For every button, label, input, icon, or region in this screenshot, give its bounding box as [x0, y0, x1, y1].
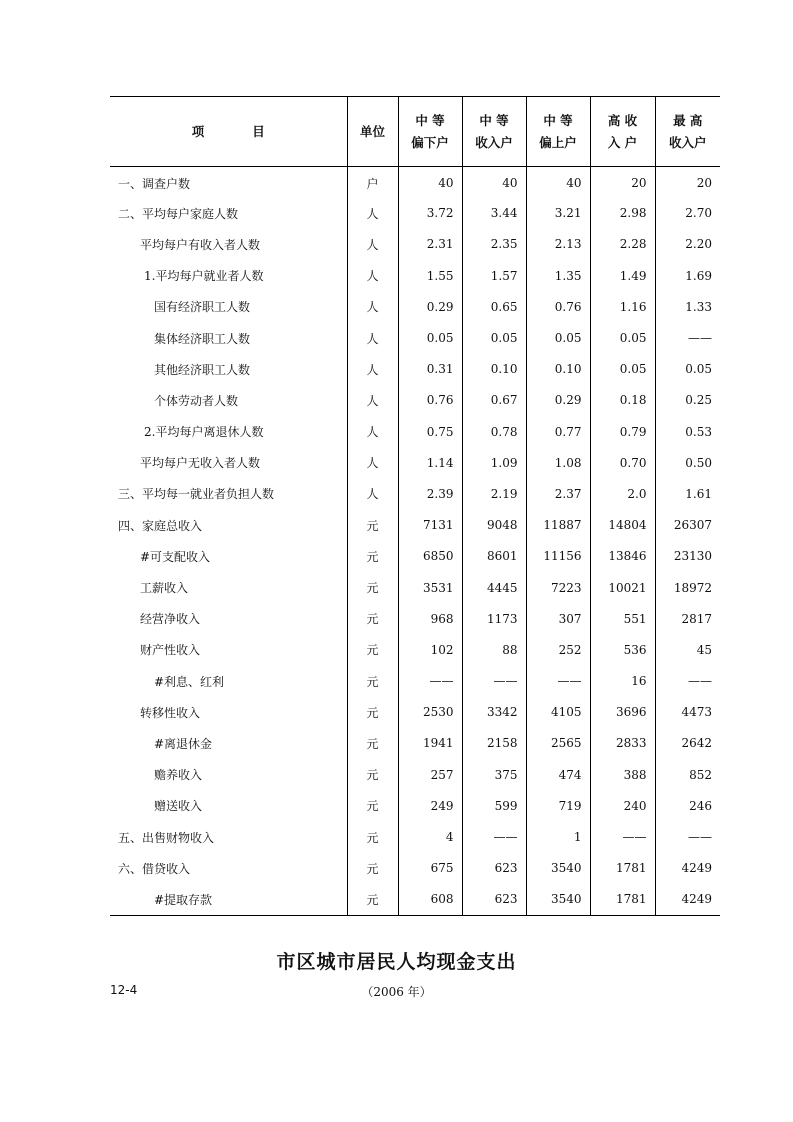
cell-value: 246 — [655, 790, 720, 821]
row-unit: 人 — [347, 260, 398, 291]
row-label: 经营净收入 — [140, 612, 201, 627]
cell-value: 3696 — [590, 697, 655, 728]
row-unit: 人 — [347, 354, 398, 385]
cell-value: 0.29 — [398, 291, 462, 322]
cell-value: —— — [590, 821, 655, 852]
header-col3: 中 等 偏上户 — [526, 97, 590, 167]
cell-value: 13846 — [590, 541, 655, 572]
cell-value: 11887 — [526, 510, 590, 541]
table-row — [110, 603, 720, 634]
row-unit: 人 — [347, 229, 398, 260]
cell-value: 0.76 — [398, 385, 462, 416]
table-row — [110, 634, 720, 665]
table-code: 12-4 — [110, 983, 138, 997]
cell-value: —— — [462, 666, 526, 697]
table-row — [110, 229, 720, 260]
cell-value: —— — [655, 322, 720, 353]
table-row — [110, 354, 720, 385]
cell-value: 4249 — [655, 853, 720, 884]
cell-value: 608 — [398, 884, 462, 915]
cell-value: 0.29 — [526, 385, 590, 416]
cell-value: 1.14 — [398, 447, 462, 478]
cell-value: 2158 — [462, 728, 526, 759]
row-label: 2.平均每户离退休人数 — [144, 425, 264, 440]
cell-value: 2.28 — [590, 229, 655, 260]
cell-value: 1781 — [590, 884, 655, 915]
cell-value: 2.37 — [526, 478, 590, 509]
table-row — [110, 697, 720, 728]
cell-value: 3342 — [462, 697, 526, 728]
cell-value: 4249 — [655, 884, 720, 915]
cell-value: 2565 — [526, 728, 590, 759]
row-label: 工薪收入 — [140, 581, 189, 596]
row-unit: 元 — [347, 572, 398, 603]
row-label: 赠送收入 — [154, 799, 203, 814]
table-row — [110, 728, 720, 759]
row-unit: 户 — [347, 167, 398, 198]
cell-value: 852 — [655, 759, 720, 790]
cell-value: 1.09 — [462, 447, 526, 478]
cell-value: 2.35 — [462, 229, 526, 260]
page-title: 市区城市居民人均现金支出 — [276, 951, 517, 973]
cell-value: 719 — [526, 790, 590, 821]
cell-value: 0.78 — [462, 416, 526, 447]
row-unit: 人 — [347, 447, 398, 478]
cell-value: 1.55 — [398, 260, 462, 291]
cell-value: 1.69 — [655, 260, 720, 291]
row-unit: 元 — [347, 728, 398, 759]
cell-value: 1 — [526, 821, 590, 852]
table-row — [110, 198, 720, 229]
cell-value: 3.72 — [398, 198, 462, 229]
cell-value: 0.70 — [590, 447, 655, 478]
table-row — [110, 572, 720, 603]
cell-value: 0.05 — [655, 354, 720, 385]
cell-value: 40 — [462, 167, 526, 198]
row-label: 转移性收入 — [140, 705, 201, 720]
cell-value: 3540 — [526, 853, 590, 884]
cell-value: —— — [526, 666, 590, 697]
cell-value: 1.35 — [526, 260, 590, 291]
row-unit: 人 — [347, 385, 398, 416]
cell-value: 0.79 — [590, 416, 655, 447]
cell-value: 0.77 — [526, 416, 590, 447]
cell-value: 4473 — [655, 697, 720, 728]
row-label: #可支配收入 — [140, 549, 211, 564]
cell-value: 1781 — [590, 853, 655, 884]
table-row — [110, 385, 720, 416]
cell-value: 45 — [655, 634, 720, 665]
cell-value: —— — [655, 821, 720, 852]
row-label: 1.平均每户就业者人数 — [144, 269, 264, 284]
cell-value: 252 — [526, 634, 590, 665]
table-row — [110, 884, 720, 915]
statistics-table — [110, 96, 720, 916]
cell-value: 1.33 — [655, 291, 720, 322]
table-row — [110, 322, 720, 353]
cell-value: 10021 — [590, 572, 655, 603]
cell-value: 2.98 — [590, 198, 655, 229]
cell-value: 2.70 — [655, 198, 720, 229]
row-unit: 元 — [347, 697, 398, 728]
cell-value: 0.10 — [526, 354, 590, 385]
cell-value: 0.05 — [526, 322, 590, 353]
table-row — [110, 541, 720, 572]
cell-value: 623 — [462, 853, 526, 884]
row-unit: 元 — [347, 884, 398, 915]
cell-value: 4105 — [526, 697, 590, 728]
row-unit: 人 — [347, 322, 398, 353]
header-item: 项 目 — [110, 97, 347, 167]
cell-value: —— — [655, 666, 720, 697]
cell-value: 0.31 — [398, 354, 462, 385]
row-unit: 元 — [347, 510, 398, 541]
cell-value: 16 — [590, 666, 655, 697]
cell-value: 4 — [398, 821, 462, 852]
row-label: 一、调查户数 — [118, 176, 191, 191]
cell-value: 599 — [462, 790, 526, 821]
cell-value: 2.20 — [655, 229, 720, 260]
cell-value: 0.05 — [590, 354, 655, 385]
cell-value: 0.75 — [398, 416, 462, 447]
cell-value: 1.57 — [462, 260, 526, 291]
table-row — [110, 853, 720, 884]
header-unit: 单位 — [347, 97, 398, 167]
cell-value: 0.18 — [590, 385, 655, 416]
row-unit: 元 — [347, 541, 398, 572]
header-col1: 中 等 偏下户 — [398, 97, 462, 167]
row-unit: 人 — [347, 198, 398, 229]
cell-value: 20 — [590, 167, 655, 198]
cell-value: 1.61 — [655, 478, 720, 509]
table-body — [110, 167, 720, 916]
cell-value: 0.25 — [655, 385, 720, 416]
cell-value: 2.31 — [398, 229, 462, 260]
cell-value: 536 — [590, 634, 655, 665]
table-row — [110, 821, 720, 852]
cell-value: 3531 — [398, 572, 462, 603]
cell-value: 0.05 — [462, 322, 526, 353]
cell-value: 1.16 — [590, 291, 655, 322]
row-unit: 人 — [347, 416, 398, 447]
table-row — [110, 260, 720, 291]
row-unit: 元 — [347, 666, 398, 697]
cell-value: 8601 — [462, 541, 526, 572]
row-label: 五、出售财物收入 — [118, 830, 215, 845]
cell-value: 2817 — [655, 603, 720, 634]
cell-value: 2.39 — [398, 478, 462, 509]
table-row — [110, 478, 720, 509]
cell-value: 9048 — [462, 510, 526, 541]
cell-value: 2.13 — [526, 229, 590, 260]
cell-value: 3.21 — [526, 198, 590, 229]
table-row — [110, 291, 720, 322]
row-label: 六、借贷收入 — [118, 861, 191, 876]
cell-value: 388 — [590, 759, 655, 790]
row-label: #利息、红利 — [154, 674, 225, 689]
cell-value: 40 — [526, 167, 590, 198]
cell-value: 26307 — [655, 510, 720, 541]
row-unit: 元 — [347, 853, 398, 884]
cell-value: 0.10 — [462, 354, 526, 385]
cell-value: 1173 — [462, 603, 526, 634]
cell-value: —— — [462, 821, 526, 852]
table-row — [110, 416, 720, 447]
row-label: #离退休金 — [154, 736, 213, 751]
cell-value: 968 — [398, 603, 462, 634]
cell-value: 1.08 — [526, 447, 590, 478]
year-note: （2006 年） — [361, 985, 432, 999]
table-row — [110, 167, 720, 198]
cell-value: 18972 — [655, 572, 720, 603]
cell-value: 0.65 — [462, 291, 526, 322]
row-unit: 元 — [347, 603, 398, 634]
row-label: #提取存款 — [110, 884, 347, 915]
row-label: 其他经济职工人数 — [154, 362, 251, 377]
row-unit: 人 — [347, 478, 398, 509]
cell-value: 0.05 — [590, 322, 655, 353]
header-col2: 中 等 收入户 — [462, 97, 526, 167]
cell-value: 375 — [462, 759, 526, 790]
cell-value: 88 — [462, 634, 526, 665]
cell-value: 0.53 — [655, 416, 720, 447]
row-label: 平均每户无收入者人数 — [140, 456, 261, 471]
table-header-row — [110, 97, 720, 167]
row-unit: 元 — [347, 790, 398, 821]
table-row — [110, 447, 720, 478]
row-unit: 元 — [347, 821, 398, 852]
row-label: 国有经济职工人数 — [154, 300, 251, 315]
table-row — [110, 510, 720, 541]
cell-value: 11156 — [526, 541, 590, 572]
cell-value: 1.49 — [590, 260, 655, 291]
cell-value: 3.44 — [462, 198, 526, 229]
row-label: 个体劳动者人数 — [154, 393, 239, 408]
cell-value: 0.67 — [462, 385, 526, 416]
cell-value: 2.0 — [590, 478, 655, 509]
row-label: 财产性收入 — [140, 643, 201, 658]
row-label: 平均每户有收入者人数 — [140, 237, 261, 252]
cell-value: 4445 — [462, 572, 526, 603]
cell-value: 40 — [398, 167, 462, 198]
cell-value: 0.50 — [655, 447, 720, 478]
cell-value: 102 — [398, 634, 462, 665]
header-col5: 最 高 收入户 — [655, 97, 720, 167]
cell-value: 474 — [526, 759, 590, 790]
row-label: 三、平均每一就业者负担人数 — [118, 487, 275, 502]
header-col4: 高 收 入 户 — [590, 97, 655, 167]
cell-value: 14804 — [590, 510, 655, 541]
cell-value: 2833 — [590, 728, 655, 759]
row-unit: 元 — [347, 759, 398, 790]
cell-value: 0.05 — [398, 322, 462, 353]
cell-value: 3540 — [526, 884, 590, 915]
cell-value: 240 — [590, 790, 655, 821]
row-unit: 人 — [347, 291, 398, 322]
row-label: 赡养收入 — [154, 768, 203, 783]
cell-value: 0.76 — [526, 291, 590, 322]
cell-value: 7223 — [526, 572, 590, 603]
cell-value: 623 — [462, 884, 526, 915]
cell-value: 257 — [398, 759, 462, 790]
row-unit: 元 — [347, 634, 398, 665]
cell-value: 6850 — [398, 541, 462, 572]
row-label: 四、家庭总收入 — [118, 518, 203, 533]
cell-value: —— — [398, 666, 462, 697]
cell-value: 2530 — [398, 697, 462, 728]
cell-value: 20 — [655, 167, 720, 198]
table-row — [110, 666, 720, 697]
table-row — [110, 790, 720, 821]
cell-value: 1941 — [398, 728, 462, 759]
row-label: 二、平均每户家庭人数 — [118, 206, 239, 221]
table-row — [110, 759, 720, 790]
cell-value: 23130 — [655, 541, 720, 572]
cell-value: 307 — [526, 603, 590, 634]
cell-value: 2.19 — [462, 478, 526, 509]
cell-value: 249 — [398, 790, 462, 821]
cell-value: 551 — [590, 603, 655, 634]
cell-value: 2642 — [655, 728, 720, 759]
row-label: 集体经济职工人数 — [154, 331, 251, 346]
cell-value: 675 — [398, 853, 462, 884]
cell-value: 7131 — [398, 510, 462, 541]
